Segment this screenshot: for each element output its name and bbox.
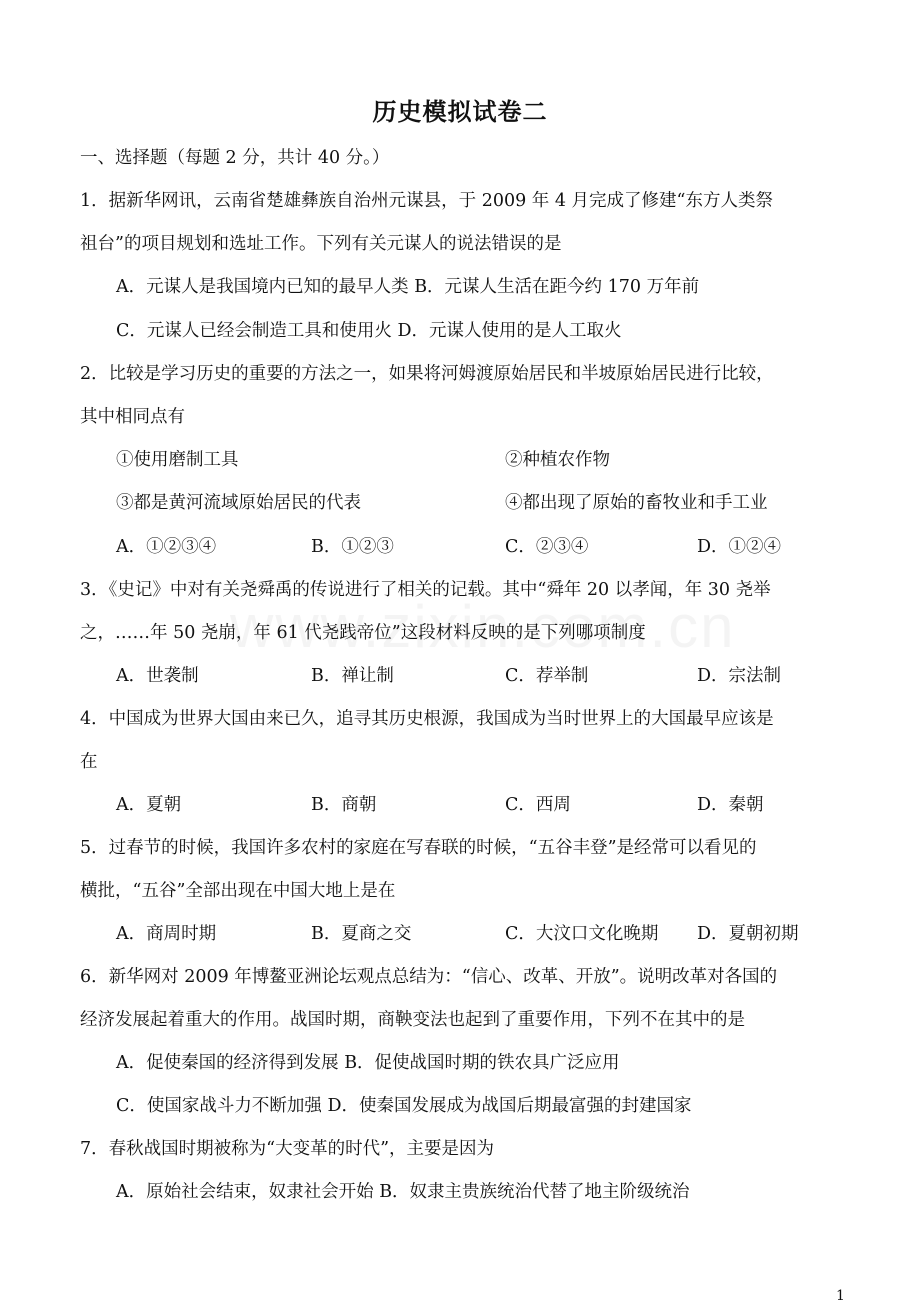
question-5-option-a: A．商周时期 bbox=[116, 924, 217, 944]
question-1-options-line-1: A．元谋人是我国境内已知的最早人类 B．元谋人生活在距今约 170 万年前 bbox=[116, 277, 700, 297]
question-3-option-b: B．禅让制 bbox=[311, 666, 394, 686]
question-2-item-2: ②种植农作物 bbox=[505, 450, 610, 470]
question-3-line-2: 之，……年 50 尧崩，年 61 代尧践帝位”这段材料反映的是下列哪项制度 bbox=[80, 623, 646, 643]
question-2-item-4: ④都出现了原始的畜牧业和手工业 bbox=[505, 493, 768, 513]
question-2-item-3: ③都是黄河流域原始居民的代表 bbox=[116, 493, 361, 513]
question-2-option-d: D．①②④ bbox=[697, 537, 782, 557]
question-2-option-b: B．①②③ bbox=[311, 537, 394, 557]
question-1-line-2: 祖台”的项目规划和选址工作。下列有关元谋人的说法错误的是 bbox=[80, 234, 562, 254]
question-4-option-c: C．西周 bbox=[505, 795, 571, 815]
question-5-line-1: 5．过春节的时候，我国许多农村的家庭在写春联的时候，“五谷丰登”是经常可以看见的 bbox=[80, 838, 757, 858]
question-2-option-a: A．①②③④ bbox=[116, 537, 217, 557]
question-2-item-1: ①使用磨制工具 bbox=[116, 450, 239, 470]
question-4-option-b: B．商朝 bbox=[311, 795, 377, 815]
page-number: 1 bbox=[836, 1288, 845, 1304]
question-4-option-d: D．秦朝 bbox=[697, 795, 764, 815]
question-4-line-2: 在 bbox=[80, 752, 98, 772]
question-2-option-c: C．②③④ bbox=[505, 537, 589, 557]
section-heading: 一、选择题（每题 2 分，共计 40 分。） bbox=[80, 148, 390, 168]
question-3-option-a: A．世袭制 bbox=[116, 666, 199, 686]
question-5-line-2: 横批，“五谷”全部出现在中国大地上是在 bbox=[80, 881, 396, 901]
question-5-option-b: B．夏商之交 bbox=[311, 924, 412, 944]
question-5-option-d: D．夏朝初期 bbox=[697, 924, 799, 944]
question-3-option-c: C．荐举制 bbox=[505, 666, 589, 686]
question-2-line-1: 2．比较是学习历史的重要的方法之一，如果将河姆渡原始居民和半坡原始居民进行比较， bbox=[80, 364, 774, 384]
question-4-option-a: A．夏朝 bbox=[116, 795, 182, 815]
question-4-line-1: 4．中国成为世界大国由来已久，追寻其历史根源，我国成为当时世界上的大国最早应该是 bbox=[80, 709, 774, 729]
question-6-options-line-1: A．促使秦国的经济得到发展 B．促使战国时期的铁农具广泛应用 bbox=[116, 1053, 620, 1073]
page-title: 历史模拟试卷二 bbox=[372, 97, 548, 126]
question-3-option-d: D．宗法制 bbox=[697, 666, 782, 686]
question-2-line-2: 其中相同点有 bbox=[80, 407, 185, 427]
question-7-options-line-1: A．原始社会结束，奴隶社会开始 B．奴隶主贵族统治代替了地主阶级统治 bbox=[116, 1182, 690, 1202]
question-1-line-1: 1．据新华网讯，云南省楚雄彝族自治州元谋县，于 2009 年 4 月完成了修建“东方人类祭 bbox=[80, 191, 773, 211]
question-1-options-line-2: C．元谋人已经会制造工具和使用火 D．元谋人使用的是人工取火 bbox=[116, 321, 622, 341]
question-6-options-line-2: C．使国家战斗力不断加强 D．使秦国发展成为战国后期最富强的封建国家 bbox=[116, 1096, 692, 1116]
question-6-line-1: 6．新华网对 2009 年博鳌亚洲论坛观点总结为：“信心、改革、开放”。说明改革对各国的 bbox=[80, 967, 778, 987]
question-3-line-1: 3．《史记》中对有关尧舜禹的传说进行了相关的记载。其中“舜年 20 以孝闻，年 30 尧举 bbox=[80, 580, 771, 600]
question-7-line-1: 7．春秋战国时期被称为“大变革的时代”，主要是因为 bbox=[80, 1139, 495, 1159]
question-5-option-c: C．大汶口文化晚期 bbox=[505, 924, 659, 944]
question-6-line-2: 经济发展起着重大的作用。战国时期，商鞅变法也起到了重要作用，下列不在其中的是 bbox=[80, 1010, 745, 1030]
